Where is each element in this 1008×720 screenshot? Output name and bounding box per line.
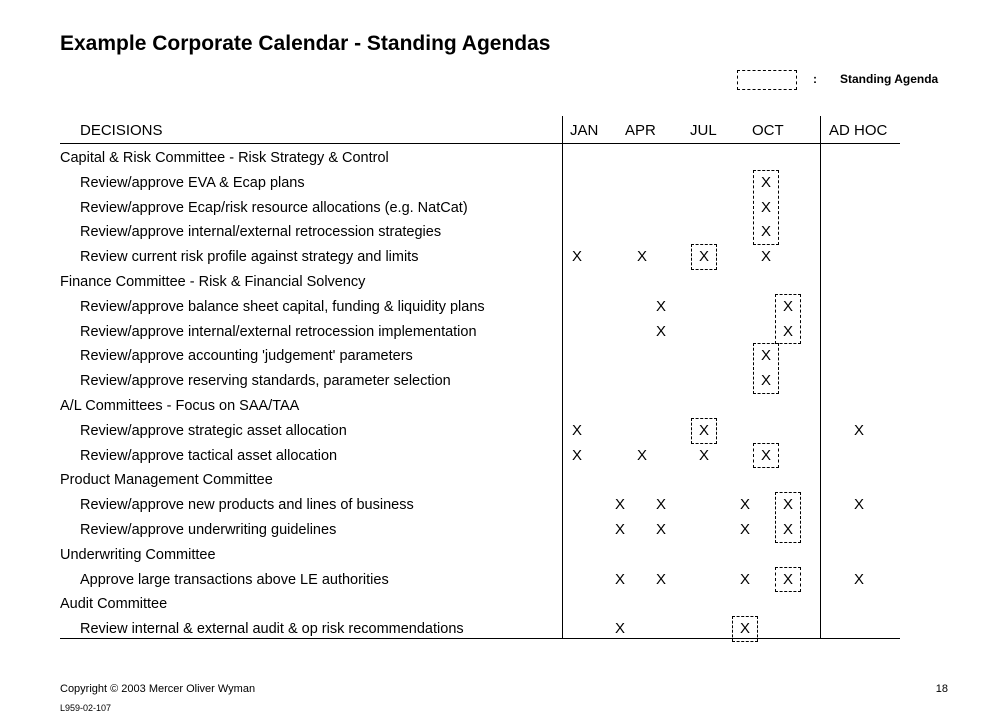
standing-agenda-box [691, 418, 717, 444]
mark-x: X [739, 620, 750, 638]
page-number: 18 [935, 683, 948, 695]
mark-x: X [782, 496, 793, 514]
agenda-item: Review/approve underwriting guidelines [80, 522, 337, 538]
legend-colon: : [813, 72, 817, 86]
mark-x: X [698, 446, 709, 464]
header-rule [60, 143, 900, 144]
agenda-item: Review/approve EVA & Ecap plans [80, 174, 305, 191]
bottom-rule [60, 638, 900, 639]
agenda-item: Review internal & external audit & op risk recommendations [80, 621, 464, 638]
mark-x: X [760, 446, 771, 464]
mark-x: X [571, 421, 582, 439]
header-apr: APR [625, 122, 656, 139]
mark-x: X [655, 297, 666, 315]
standing-agenda-box [775, 294, 801, 345]
mark-x: X [760, 223, 771, 241]
mark-x: X [760, 173, 771, 191]
mark-x: X [636, 446, 647, 464]
mark-x: X [698, 421, 709, 439]
agenda-item: Review/approve new products and lines of business [80, 497, 414, 514]
mark-x: X [655, 521, 666, 538]
section-heading: Product Management Committee [60, 472, 273, 489]
agenda-item: Review/approve balance sheet capital, funding & liquidity plans [80, 298, 485, 315]
mark-x: X [655, 570, 666, 588]
section-heading: Audit Committee [60, 596, 168, 613]
mark-x: X [760, 347, 771, 365]
header-ad-hoc: AD HOC [829, 122, 888, 139]
mark-x: X [782, 521, 793, 538]
mark-x: X [853, 421, 864, 439]
mark-x: X [739, 496, 750, 514]
mark-x: X [571, 248, 582, 266]
standing-agenda-box [775, 492, 801, 543]
column-divider-right [820, 116, 821, 638]
agenda-item: Review current risk profile against strategy and limits [80, 249, 419, 266]
mark-x: X [655, 496, 666, 514]
mark-x: X [571, 446, 582, 464]
mark-x: X [739, 570, 750, 588]
mark-x: X [760, 372, 771, 390]
mark-x: X [614, 570, 625, 588]
mark-x: X [782, 297, 793, 315]
agenda-item: Review/approve internal/external retrocession implementation [80, 323, 477, 340]
column-divider-left [562, 116, 563, 638]
mark-x: X [782, 322, 793, 340]
header-decisions: DECISIONS [80, 122, 163, 139]
mark-x: X [614, 496, 625, 514]
section-heading: Capital & Risk Committee - Risk Strategy & Control [60, 150, 389, 166]
legend-label: Standing Agenda [840, 72, 939, 86]
mark-x: X [614, 620, 625, 638]
agenda-item: Review/approve tactical asset allocation [80, 447, 338, 464]
mark-x: X [760, 248, 771, 266]
dashed-box-icon [737, 70, 797, 90]
section-heading: A/L Committees - Focus on SAA/TAA [60, 398, 300, 414]
mark-x: X [698, 248, 709, 266]
mark-x: X [760, 198, 771, 216]
header-oct: OCT [752, 122, 784, 139]
mark-x: X [614, 521, 625, 538]
page-title: Example Corporate Calendar - Standing Agendas [60, 32, 551, 55]
agenda-item: Approve large transactions above LE authorities [80, 571, 389, 588]
section-heading: Finance Committee - Risk & Financial Solvency [60, 274, 366, 290]
mark-x: X [636, 248, 647, 266]
mark-x: X [853, 496, 864, 514]
section-heading: Underwriting Committee [60, 546, 216, 563]
standing-agenda-box [691, 244, 717, 270]
agenda-item: Review/approve Ecap/risk resource allocations (e.g. NatCat) [80, 199, 468, 216]
standing-agenda-box [753, 343, 779, 394]
standing-agenda-box [732, 616, 758, 642]
mark-x: X [655, 322, 666, 340]
document-code: L959-02-107 [60, 703, 112, 713]
standing-agenda-box [753, 170, 779, 245]
mark-x: X [782, 570, 793, 588]
standing-agenda-box [775, 567, 801, 593]
mark-x: X [853, 570, 864, 588]
header-jan: JAN [570, 122, 599, 139]
agenda-item: Review/approve strategic asset allocation [80, 422, 347, 439]
agenda-item: Review/approve internal/external retrocession strategies [80, 224, 442, 241]
mark-x: X [739, 521, 750, 538]
header-jul: JUL [690, 122, 717, 139]
agenda-item: Review/approve accounting 'judgement' parameters [80, 348, 413, 365]
copyright: Copyright © 2003 Mercer Oliver Wyman [60, 683, 256, 695]
agenda-item: Review/approve reserving standards, parameter selection [80, 373, 451, 390]
standing-agenda-box [753, 443, 779, 469]
